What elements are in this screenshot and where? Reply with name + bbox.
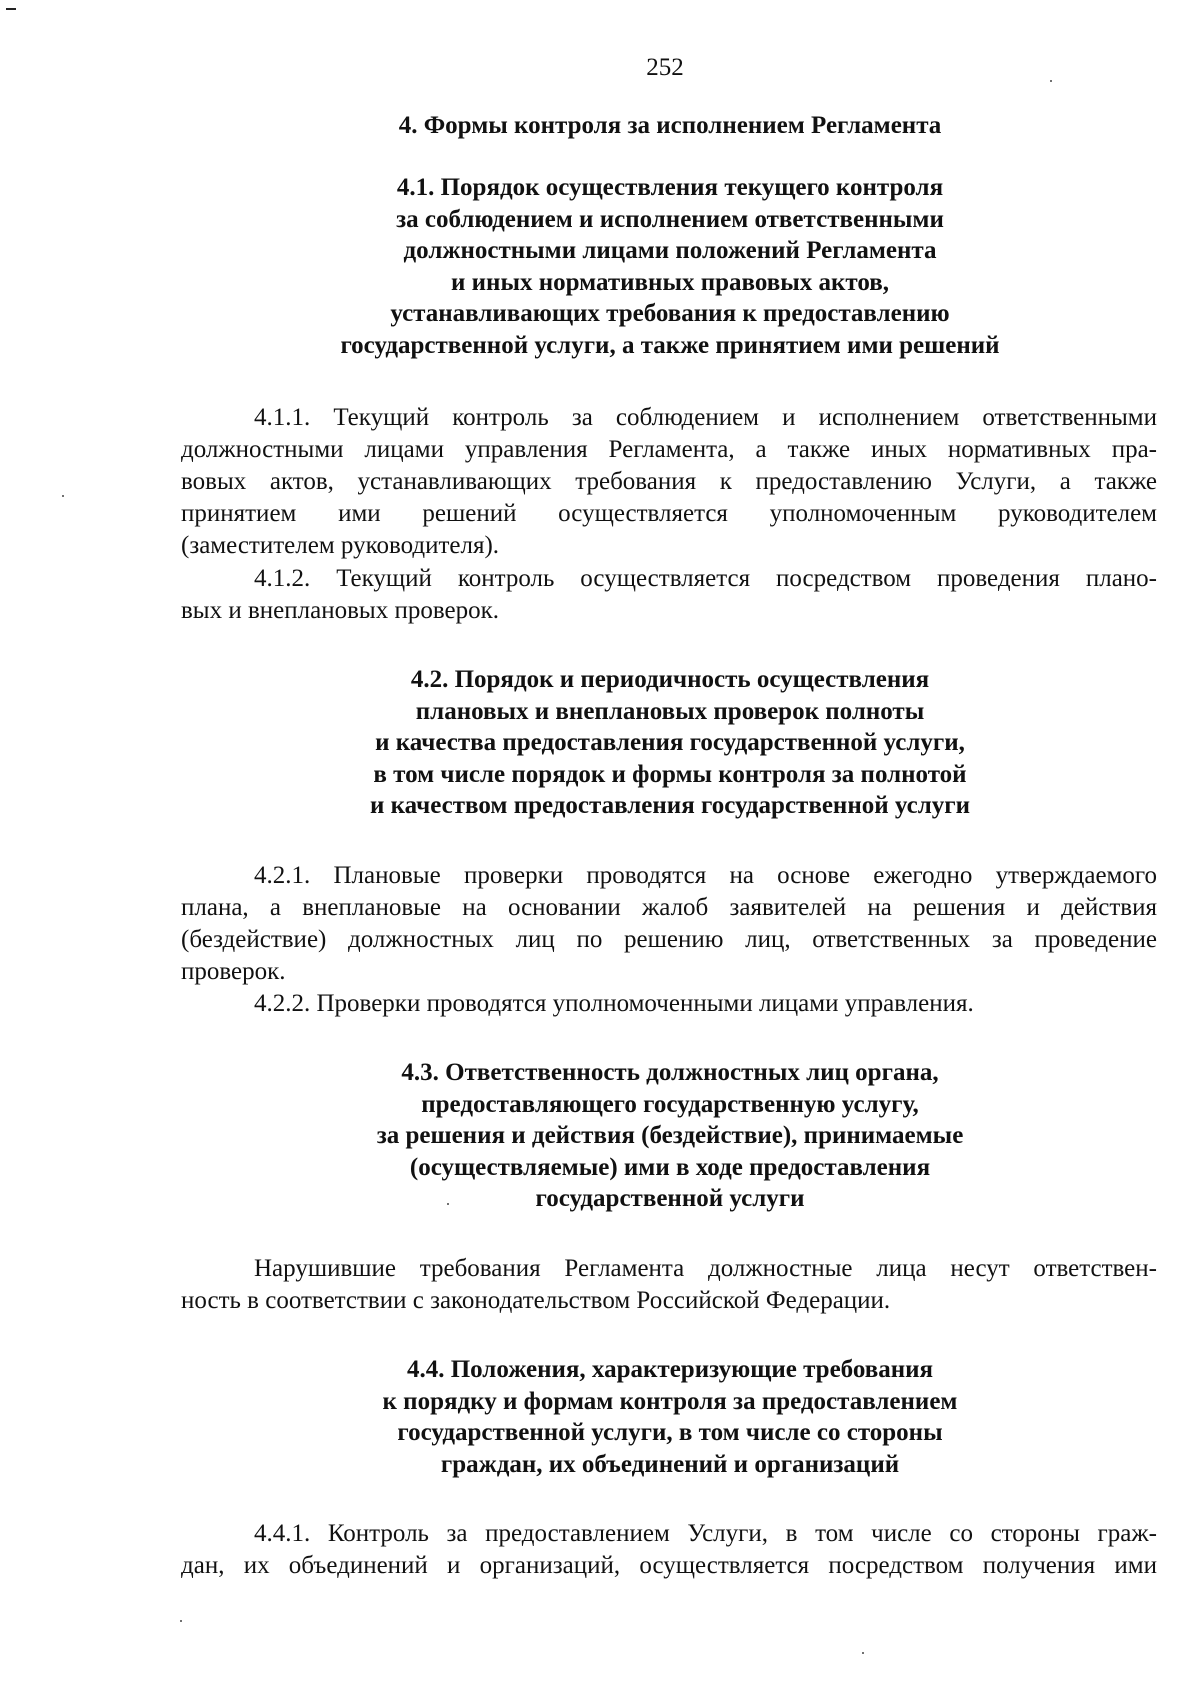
paragraph-line: 4.4.1. Контроль за предоставлением Услуги, в том числе со стороны граж- (254, 1520, 1157, 1547)
paragraph-line: должностными лицами управления Регламента, а также иных нормативных пра- (181, 436, 1157, 463)
heading-line: государственной услуги, а также принятием ими решений (340, 331, 1000, 359)
heading-line: государственной услуги (535, 1185, 805, 1212)
paragraph-4-2-2 (181, 988, 1157, 1020)
heading-line: и качеством предоставления государственной услуги (370, 792, 970, 819)
heading-line: плановых и внеплановых проверок полноты (415, 697, 925, 725)
scan-speck (180, 1620, 182, 1622)
paragraph-line: 4.1.2. Текущий контроль осуществляется посредством проведения плано- (254, 565, 1157, 592)
paragraph-line: (бездействие) должностных лиц по решению лиц, ответственных за проведение (181, 926, 1157, 953)
paragraph-4-2-1 (181, 860, 1157, 988)
paragraph-4-1-2 (181, 563, 1157, 627)
scan-speck (62, 495, 64, 497)
paragraph-line: 4.2.2. Проверки проводятся уполномоченными лицами управления. (254, 990, 974, 1017)
heading-line: 4.3. Ответственность должностных лиц органа, (401, 1059, 939, 1086)
heading-line: и иных нормативных правовых актов, (450, 268, 889, 296)
paragraph-line: вых и внеплановых проверок. (181, 597, 499, 624)
paragraph-line: (заместителем руководителя). (181, 532, 500, 559)
heading-line: (осуществляемые) ими в ходе предоставления (409, 1153, 931, 1181)
paragraph-line: 4.1.1. Текущий контроль за соблюдением и исполнением ответственными (254, 404, 1157, 431)
heading-line: государственной услуги, в том числе со стороны (397, 1419, 943, 1446)
paragraph-line: ность в соответствии с законодательством Российской Федерации. (181, 1287, 891, 1314)
paragraph-line: Нарушившие требования Регламента должностные лица несут ответствен- (254, 1255, 1157, 1282)
paragraph-line: проверок. (181, 958, 286, 985)
scan-speck (862, 1652, 864, 1654)
paragraph-line: вовых актов, устанавливающих требования к предоставлению Услуги, а также (181, 468, 1157, 495)
section-title-text: 4. Формы контроля за исполнением Регламента (398, 112, 942, 139)
subsection-heading-4-2 (160, 664, 1180, 822)
page-number: 252 (646, 54, 684, 81)
heading-line: за соблюдением и исполнением ответственными (396, 205, 944, 233)
paragraph-line: плана, а внеплановые на основании жалоб заявителей на решения и действия (181, 894, 1157, 921)
paragraph-4-4-1 (181, 1518, 1157, 1582)
heading-line: к порядку и формам контроля за предоставлением (382, 1387, 958, 1415)
heading-line: 4.2. Порядок и периодичность осуществления (410, 666, 930, 693)
subsection-heading-4-1 (160, 172, 1180, 361)
paragraph-line: принятием ими решений осуществляется уполномоченным руководителем (181, 500, 1157, 527)
heading-line: 4.4. Положения, характеризующие требования (406, 1356, 934, 1383)
heading-line: и качества предоставления государственной услуги, (375, 729, 965, 756)
scan-mark (6, 8, 16, 10)
heading-line: должностными лицами положений Регламента (403, 237, 937, 264)
subsection-heading-4-3 (160, 1057, 1180, 1215)
heading-line: граждан, их объединений и организаций (440, 1450, 900, 1478)
paragraph-4-3 (181, 1253, 1157, 1317)
section-title (160, 110, 1180, 142)
paragraph-line: дан, их объединений и организаций, осуществляется посредством получения ими (181, 1552, 1157, 1579)
heading-line: за решения и действия (бездействие), принимаемые (376, 1122, 964, 1149)
heading-line: предоставляющего государственную услугу, (421, 1090, 919, 1118)
heading-line: в том числе порядок и формы контроля за полнотой (373, 760, 967, 788)
heading-line: устанавливающих требования к предоставлению (390, 300, 950, 327)
heading-line: 4.1. Порядок осуществления текущего контроля (396, 174, 944, 201)
paragraph-line: 4.2.1. Плановые проверки проводятся на основе ежегодно утверждаемого (254, 862, 1157, 889)
paragraph-4-1-1 (181, 402, 1157, 562)
subsection-heading-4-4 (160, 1354, 1180, 1480)
